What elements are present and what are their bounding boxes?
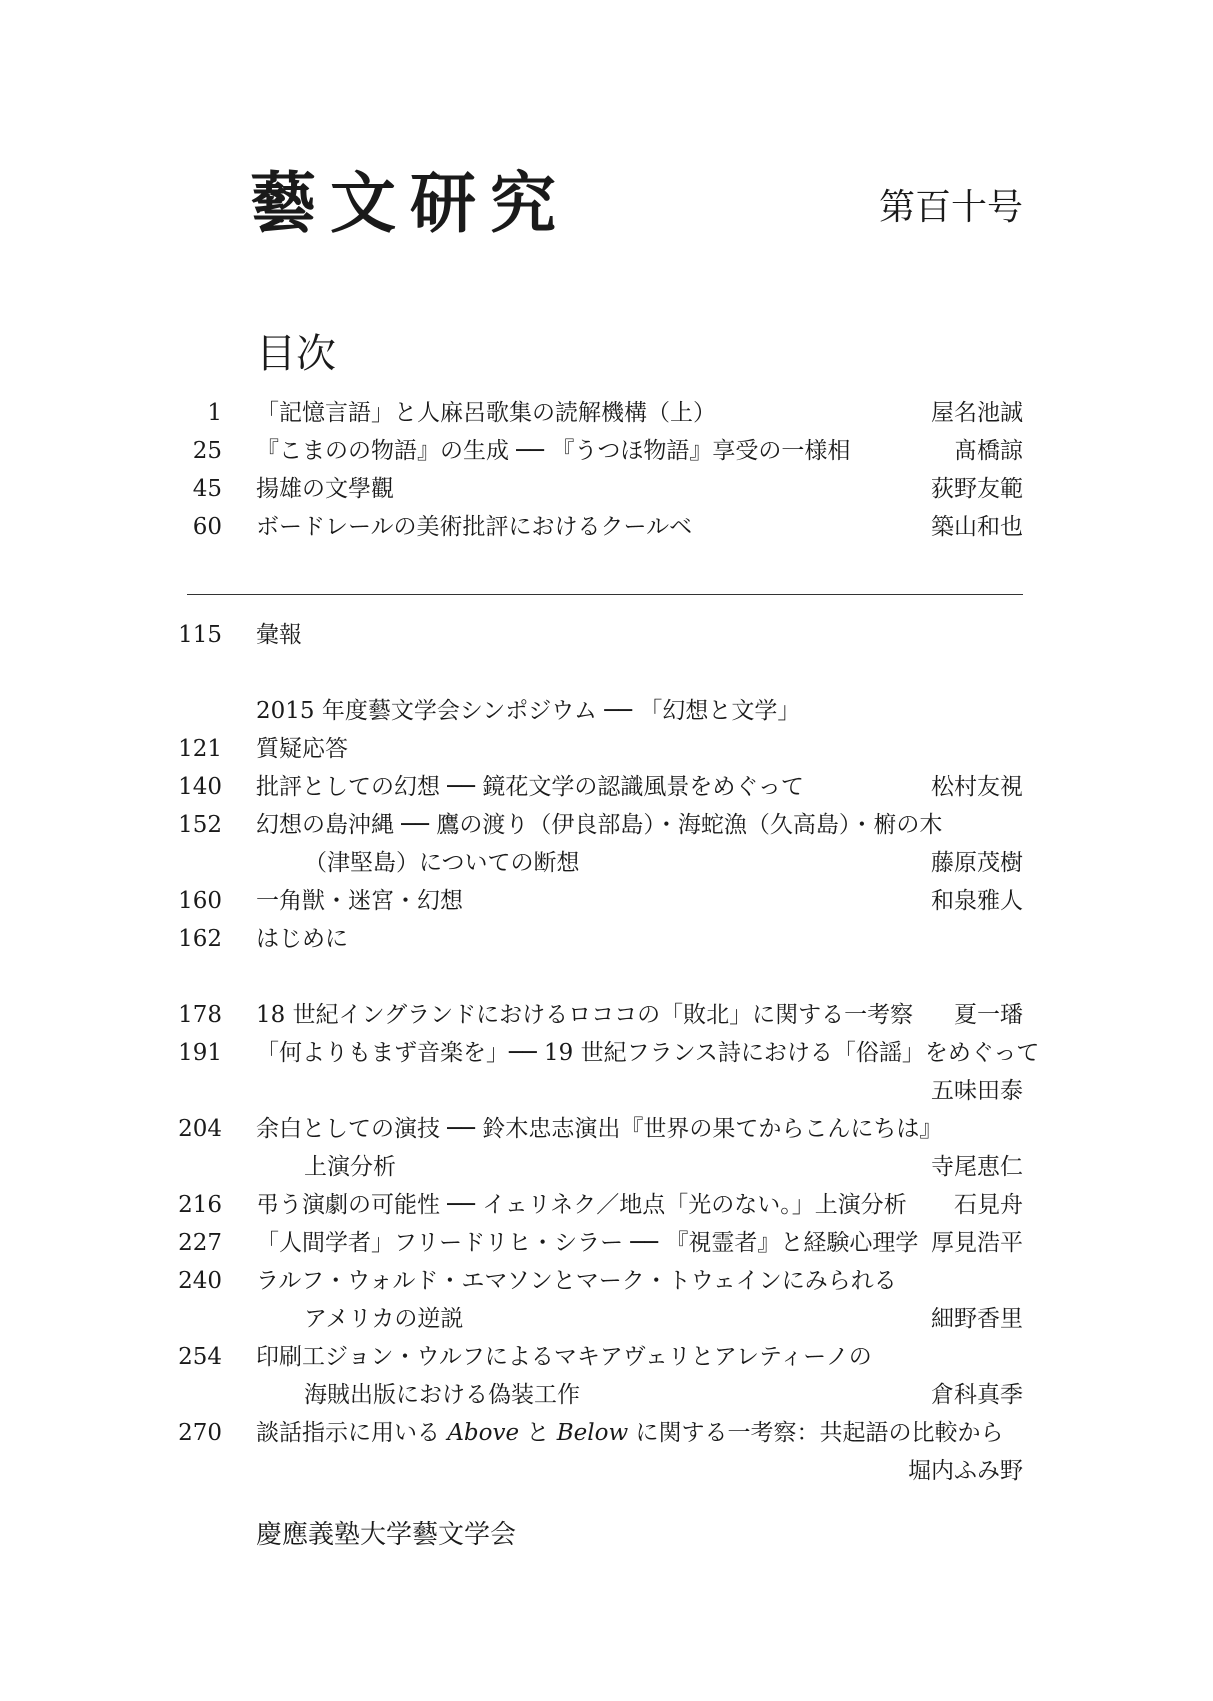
- page-number: 121: [178, 736, 222, 762]
- symposium-title: [150, 694, 1023, 728]
- page-number: 204: [178, 1116, 222, 1142]
- page-number: 227: [178, 1230, 222, 1256]
- page-number: 191: [178, 1040, 222, 1066]
- toc-heading: 目次: [256, 331, 336, 377]
- journal-title: 藝文研究: [250, 164, 570, 242]
- page-number: 254: [178, 1344, 222, 1370]
- title-part-italic: Above: [447, 1420, 520, 1446]
- toc-entry-continuation: [150, 1454, 1023, 1488]
- page-number: 1: [207, 400, 222, 426]
- entry-author: 寺尾恵仁: [931, 1154, 1023, 1180]
- entry-title: [256, 1416, 1003, 1450]
- toc-entry-continuation: [150, 1302, 1023, 1336]
- entry-title: 彙報: [256, 622, 302, 648]
- page-number: 160: [178, 888, 222, 914]
- section-divider: [187, 594, 1023, 595]
- entry-title-continuation: 上演分析: [304, 1154, 396, 1180]
- toc-entry: [150, 1036, 1040, 1070]
- entry-title: 幻想の島沖縄 ── 鷹の渡り（伊良部島）・海蛇漁（久高島）・椨の木: [256, 812, 943, 838]
- entry-title: 18 世紀イングランドにおけるロココの「敗北」に関する一考察: [256, 1002, 914, 1028]
- entry-author: 髙橋諒: [954, 438, 1023, 464]
- entry-title-continuation: アメリカの逆説: [304, 1306, 464, 1332]
- toc-entry: [150, 396, 1023, 430]
- page-number: 270: [178, 1420, 222, 1446]
- entry-title: 『こまのの物語』の生成 ── 『うつほ物語』享受の一様相: [256, 438, 851, 464]
- page-number: 115: [178, 622, 222, 648]
- toc-entry: [150, 1188, 1023, 1222]
- title-part: と: [519, 1420, 557, 1446]
- entry-title: 弔う演劇の可能性 ── イェリネク／地点「光のない。」上演分析: [256, 1192, 907, 1218]
- entry-author: 夏一璠: [954, 1002, 1023, 1028]
- toc-entry: [150, 732, 1023, 766]
- toc-entry: [150, 808, 1023, 842]
- toc-entry: [150, 1264, 1023, 1298]
- toc-entry-continuation: [150, 1074, 1023, 1108]
- title-part: に関する一考察：共起語の比較から: [628, 1420, 1004, 1446]
- page-number: 240: [178, 1268, 222, 1294]
- entry-title: 揚雄の文學觀: [256, 476, 394, 502]
- entry-author: 屋名池誠: [931, 400, 1023, 426]
- entry-title: ボードレールの美術批評におけるクールベ: [256, 514, 693, 540]
- entry-author: 石見舟: [954, 1192, 1023, 1218]
- page-number: 152: [178, 812, 222, 838]
- symposium-heading: 2015 年度藝文学会シンポジウム ── 「幻想と文学」: [256, 698, 801, 724]
- page-number: 178: [178, 1002, 222, 1028]
- entry-author: 築山和也: [931, 514, 1023, 540]
- entry-title: 「人間学者」フリードリヒ・シラー ── 『視霊者』と経験心理学: [256, 1230, 919, 1256]
- entry-title: ラルフ・ウォルド・エマソンとマーク・トウェインにみられる: [256, 1268, 897, 1294]
- entry-title: はじめに: [256, 926, 348, 952]
- issue-label: 第百十号: [878, 187, 1023, 228]
- entry-author: 松村友視: [931, 774, 1023, 800]
- toc-entry: [150, 510, 1023, 544]
- toc-entry: [150, 434, 1023, 468]
- toc-entry-continuation: [150, 1378, 1023, 1412]
- toc-entry: [150, 472, 1023, 506]
- entry-author: 五味田泰: [931, 1078, 1023, 1104]
- toc-entry: [150, 770, 1023, 804]
- title-part-italic: Below: [556, 1420, 629, 1446]
- toc-entry: [150, 998, 1023, 1032]
- entry-title: 質疑応答: [256, 736, 348, 762]
- page-number: 140: [178, 774, 222, 800]
- entry-author: 細野香里: [931, 1306, 1023, 1332]
- publisher: 慶應義塾大学藝文学会: [256, 1520, 517, 1550]
- page-number: 60: [192, 514, 222, 540]
- toc-entry: [150, 884, 1023, 918]
- entry-author: 荻野友範: [931, 476, 1023, 502]
- entry-title: 印刷工ジョン・ウルフによるマキアヴェリとアレティーノの: [256, 1344, 872, 1370]
- entry-author: 堀内ふみ野: [908, 1458, 1023, 1484]
- title-part: 談話指示に用いる: [256, 1420, 448, 1446]
- toc-entry: [150, 1340, 1023, 1374]
- entry-author: 倉科真季: [931, 1382, 1023, 1408]
- entry-title: 「記憶言語」と人麻呂歌集の読解機構（上）: [256, 400, 716, 426]
- page-number: 162: [178, 926, 222, 952]
- entry-title-continuation: （津堅島）についての断想: [304, 850, 580, 876]
- entry-title: 「何よりもまず音楽を」── 19 世紀フランス詩における「俗謡」をめぐって: [256, 1040, 1040, 1066]
- entry-author: 藤原茂樹: [931, 850, 1023, 876]
- page-number: 216: [178, 1192, 222, 1218]
- entry-author: 和泉雅人: [931, 888, 1023, 914]
- toc-entry: [150, 1226, 1023, 1260]
- toc-entry: [150, 922, 1023, 956]
- entry-title: 余白としての演技 ── 鈴木忠志演出『世界の果てからこんにちは』: [256, 1116, 943, 1142]
- entry-title: 一角獣・迷宮・幻想: [256, 888, 463, 914]
- page-number: 25: [192, 438, 222, 464]
- page-number: 45: [192, 476, 222, 502]
- entry-title-continuation: 海賊出版における偽装工作: [304, 1382, 580, 1408]
- toc-entry: [150, 618, 1023, 652]
- toc-entry-continuation: [150, 1150, 1023, 1184]
- toc-entry: [150, 1112, 1023, 1146]
- toc-entry: [150, 1416, 1023, 1450]
- toc-entry-continuation: [150, 846, 1023, 880]
- entry-author: 厚見浩平: [931, 1230, 1023, 1256]
- entry-title: 批評としての幻想 ── 鏡花文学の認識風景をめぐって: [256, 774, 804, 800]
